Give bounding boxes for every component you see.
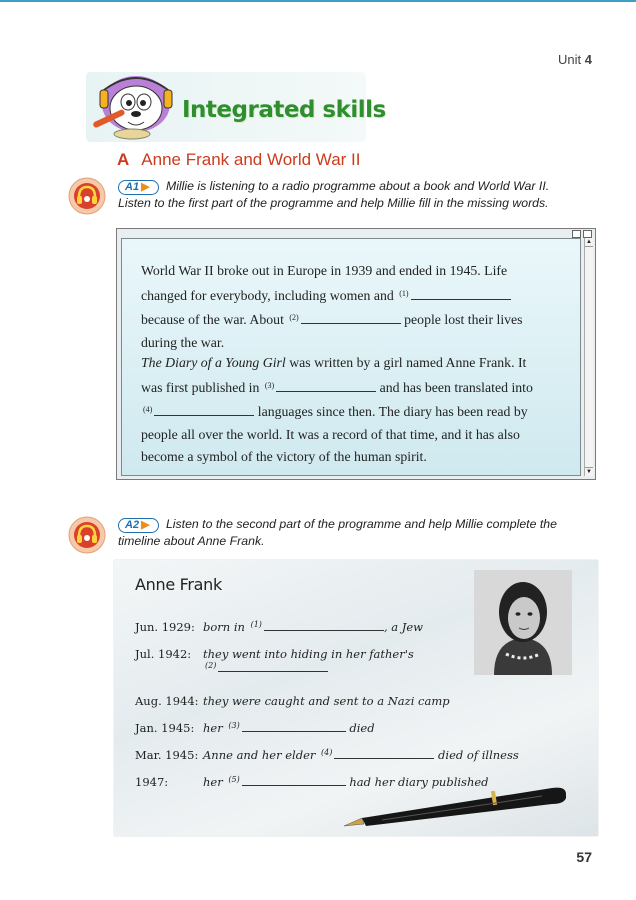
- section-heading: [117, 150, 360, 170]
- window-scrollbar[interactable]: [584, 238, 593, 476]
- passage-line: was written by a girl named Anne Frank. It: [289, 355, 527, 370]
- blank-number: (4): [321, 748, 333, 757]
- passage-paragraph-2: [141, 352, 581, 469]
- play-arrow-icon: ▶: [141, 181, 150, 193]
- banner-title: Integrated skills: [182, 97, 386, 123]
- section-letter: A: [117, 150, 130, 169]
- blank-1[interactable]: [411, 288, 511, 300]
- passage-line: changed for everybody, including women and: [141, 287, 394, 303]
- timeline-text: they were caught and sent to a Nazi camp: [203, 694, 450, 708]
- timeline-post: had her diary published: [349, 775, 489, 789]
- unit-text: Unit: [558, 52, 582, 67]
- blank-4[interactable]: [154, 404, 254, 416]
- passage-line: people all over the world. It was a record of that time, and it has also: [141, 426, 520, 442]
- blank-number: (5): [228, 775, 240, 784]
- page-number: 57: [576, 849, 592, 865]
- task-a2-instructions: [118, 516, 588, 550]
- timeline-date: Mar. 1945:: [135, 748, 199, 762]
- timeline-text: [203, 748, 519, 762]
- timeline-pre: her: [203, 775, 223, 789]
- unit-number: 4: [584, 52, 592, 67]
- scroll-down-icon[interactable]: ▼: [586, 469, 592, 475]
- timeline-date: Jun. 1929:: [135, 620, 195, 634]
- blank-3[interactable]: [276, 380, 376, 392]
- task-a1-instructions: [118, 178, 588, 212]
- passage-line: languages since then. The diary has been read by: [257, 404, 528, 420]
- timeline-pre: they went into hiding in her father's: [203, 647, 414, 661]
- scroll-up-icon[interactable]: ▲: [586, 239, 592, 245]
- passage-line: and has been translated into: [379, 379, 533, 395]
- passage-line: was first published in: [141, 379, 260, 395]
- passage-line: during the war.: [141, 334, 225, 350]
- headphones-cd-icon: [68, 177, 106, 215]
- blank-2[interactable]: [301, 312, 401, 324]
- section-title: Anne Frank and World War II: [141, 150, 361, 169]
- task-a2-tag-label: A2: [125, 519, 140, 531]
- passage-line: become a symbol of the victory of the human spirit.: [141, 449, 427, 465]
- timeline-date: Jul. 1942:: [135, 647, 192, 661]
- timeline-title: Anne Frank: [135, 575, 222, 594]
- unit-label: [558, 52, 592, 67]
- window-minimize-icon: [572, 230, 581, 238]
- portrait-photo: [474, 570, 572, 675]
- task-a1-line2: Listen to the first part of the programme and help Millie fill in the missing words.: [118, 196, 549, 210]
- blank-number-4: (4): [143, 405, 153, 415]
- passage-window: [116, 228, 596, 480]
- passage-line: people lost their lives: [404, 312, 523, 328]
- play-arrow-icon: ▶: [141, 519, 150, 531]
- blank-number-3: (3): [264, 380, 275, 390]
- blank-number-1: (1): [399, 288, 409, 298]
- timeline-blank-3[interactable]: [242, 722, 346, 732]
- timeline-blank-4[interactable]: [334, 749, 434, 759]
- passage-line: World War II broke out in Europe in 1939 and ended in 1945. Life: [141, 263, 508, 278]
- blank-number: (1): [250, 620, 262, 629]
- timeline-pre: her: [203, 721, 223, 735]
- blank-number: (3): [228, 721, 240, 730]
- blank-number: (2): [205, 661, 217, 670]
- task-a1-tag: [118, 180, 159, 195]
- timeline-text: [203, 647, 463, 675]
- timeline-blank-1[interactable]: [264, 621, 384, 631]
- timeline-date: Jan. 1945:: [135, 721, 195, 735]
- timeline-card: [114, 560, 598, 836]
- timeline-post: died: [349, 721, 375, 735]
- task-a2-tag: [118, 518, 159, 533]
- timeline-text: [203, 721, 463, 735]
- task-a2-line1: Listen to the second part of the programme and help Millie complete the: [165, 517, 557, 531]
- blank-number-2: (2): [289, 313, 299, 323]
- timeline-blank-2[interactable]: [218, 662, 328, 672]
- window-maximize-icon: [583, 230, 592, 238]
- timeline-post: , a Jew: [383, 620, 424, 634]
- task-a2-line2: timeline about Anne Frank.: [118, 534, 265, 548]
- passage-line: because of the war. About: [141, 312, 284, 328]
- book-title: The Diary of a Young Girl: [141, 355, 286, 370]
- timeline-post: died of illness: [438, 748, 519, 762]
- timeline-date: 1947:: [135, 775, 169, 789]
- fountain-pen-icon: [342, 782, 572, 832]
- timeline-text: [203, 620, 463, 634]
- passage-paragraph-1: [141, 260, 581, 354]
- dog-mascot-icon: [88, 72, 180, 142]
- task-a1-line1: Millie is listening to a radio programme about a book and World War II.: [165, 179, 550, 193]
- top-rule: [0, 0, 636, 2]
- timeline-date: Aug. 1944:: [135, 694, 199, 708]
- timeline-blank-5[interactable]: [242, 776, 346, 786]
- passage-panel: [121, 238, 581, 476]
- timeline-pre: Anne and her elder: [203, 748, 316, 762]
- headphones-cd-icon: [68, 516, 106, 554]
- task-a1-tag-label: A1: [125, 181, 140, 193]
- timeline-pre: born in: [203, 620, 245, 634]
